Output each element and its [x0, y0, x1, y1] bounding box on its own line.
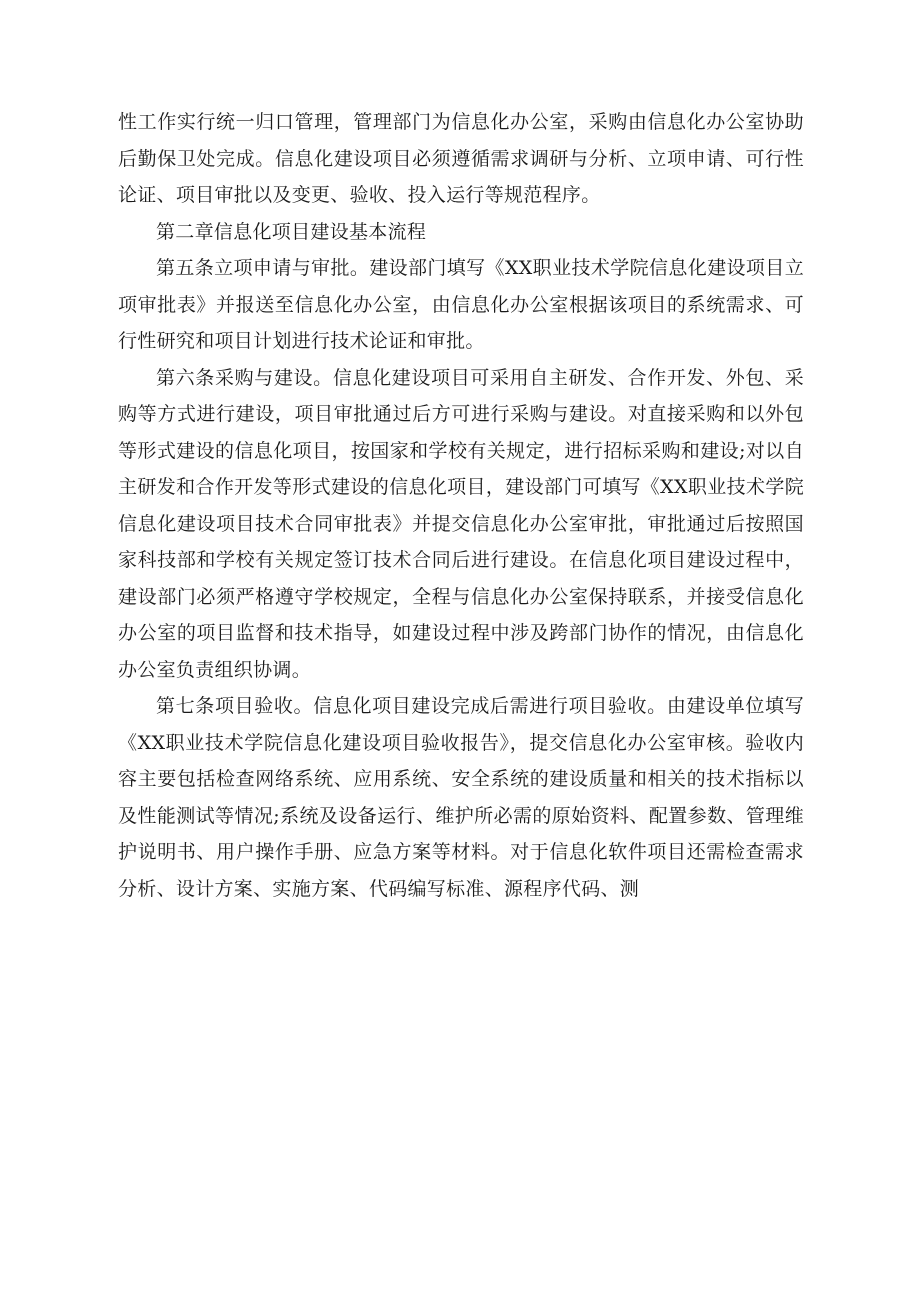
- article-6-paragraph: 第六条采购与建设。信息化建设项目可采用自主研发、合作开发、外包、采购等方式进行建设，项目审批通过后方可进行采购与建设。对直接采购和以外包等形式建设的信息化项目，按国家和学校有关规定，进行招标采购和建设;对以自主研发和合作开发等形式建设的信息化项目，建设部门可填写《XX职业技术学院信息化建设项目技术合同审批表》并提交信息化办公室审批，审批通过后按照国家科技部和学校有关规定签订技术合同后进行建设。在信息化项目建设过程中，建设部门必须严格遵守学校规定，全程与信息化办公室保持联系，并接受信息化办公室的项目监督和技术指导，如建设过程中涉及跨部门协作的情况，由信息化办公室负责组织协调。: [118, 366, 804, 681]
- article-5-paragraph: 第五条立项申请与审批。建设部门填写《XX职业技术学院信息化建设项目立项审批表》并报送至信息化办公室，由信息化办公室根据该项目的系统需求、可行性研究和项目计划进行技术论证和审批。: [118, 257, 804, 352]
- paragraph-continuation: 性工作实行统一归口管理，管理部门为信息化办公室，采购由信息化办公室协助后勤保卫处完成。信息化建设项目必须遵循需求调研与分析、立项申请、可行性论证、项目审批以及变更、验收、投入运行等规范程序。: [118, 111, 804, 206]
- article-7-paragraph: 第七条项目验收。信息化项目建设完成后需进行项目验收。由建设单位填写《XX职业技术学院信息化建设项目验收报告》，提交信息化办公室审核。验收内容主要包括检查网络系统、应用系统、安全系统的建设质量和相关的技术指标以及性能测试等情况;系统及设备运行、维护所必需的原始资料、配置参数、管理维护说明书、用户操作手册、应急方案等材料。对于信息化软件项目还需检查需求分析、设计方案、实施方案、代码编写标准、源程序代码、测: [118, 695, 804, 900]
- chapter-heading: 第二章信息化项目建设基本流程: [156, 220, 427, 243]
- document-body: [118, 104, 804, 907]
